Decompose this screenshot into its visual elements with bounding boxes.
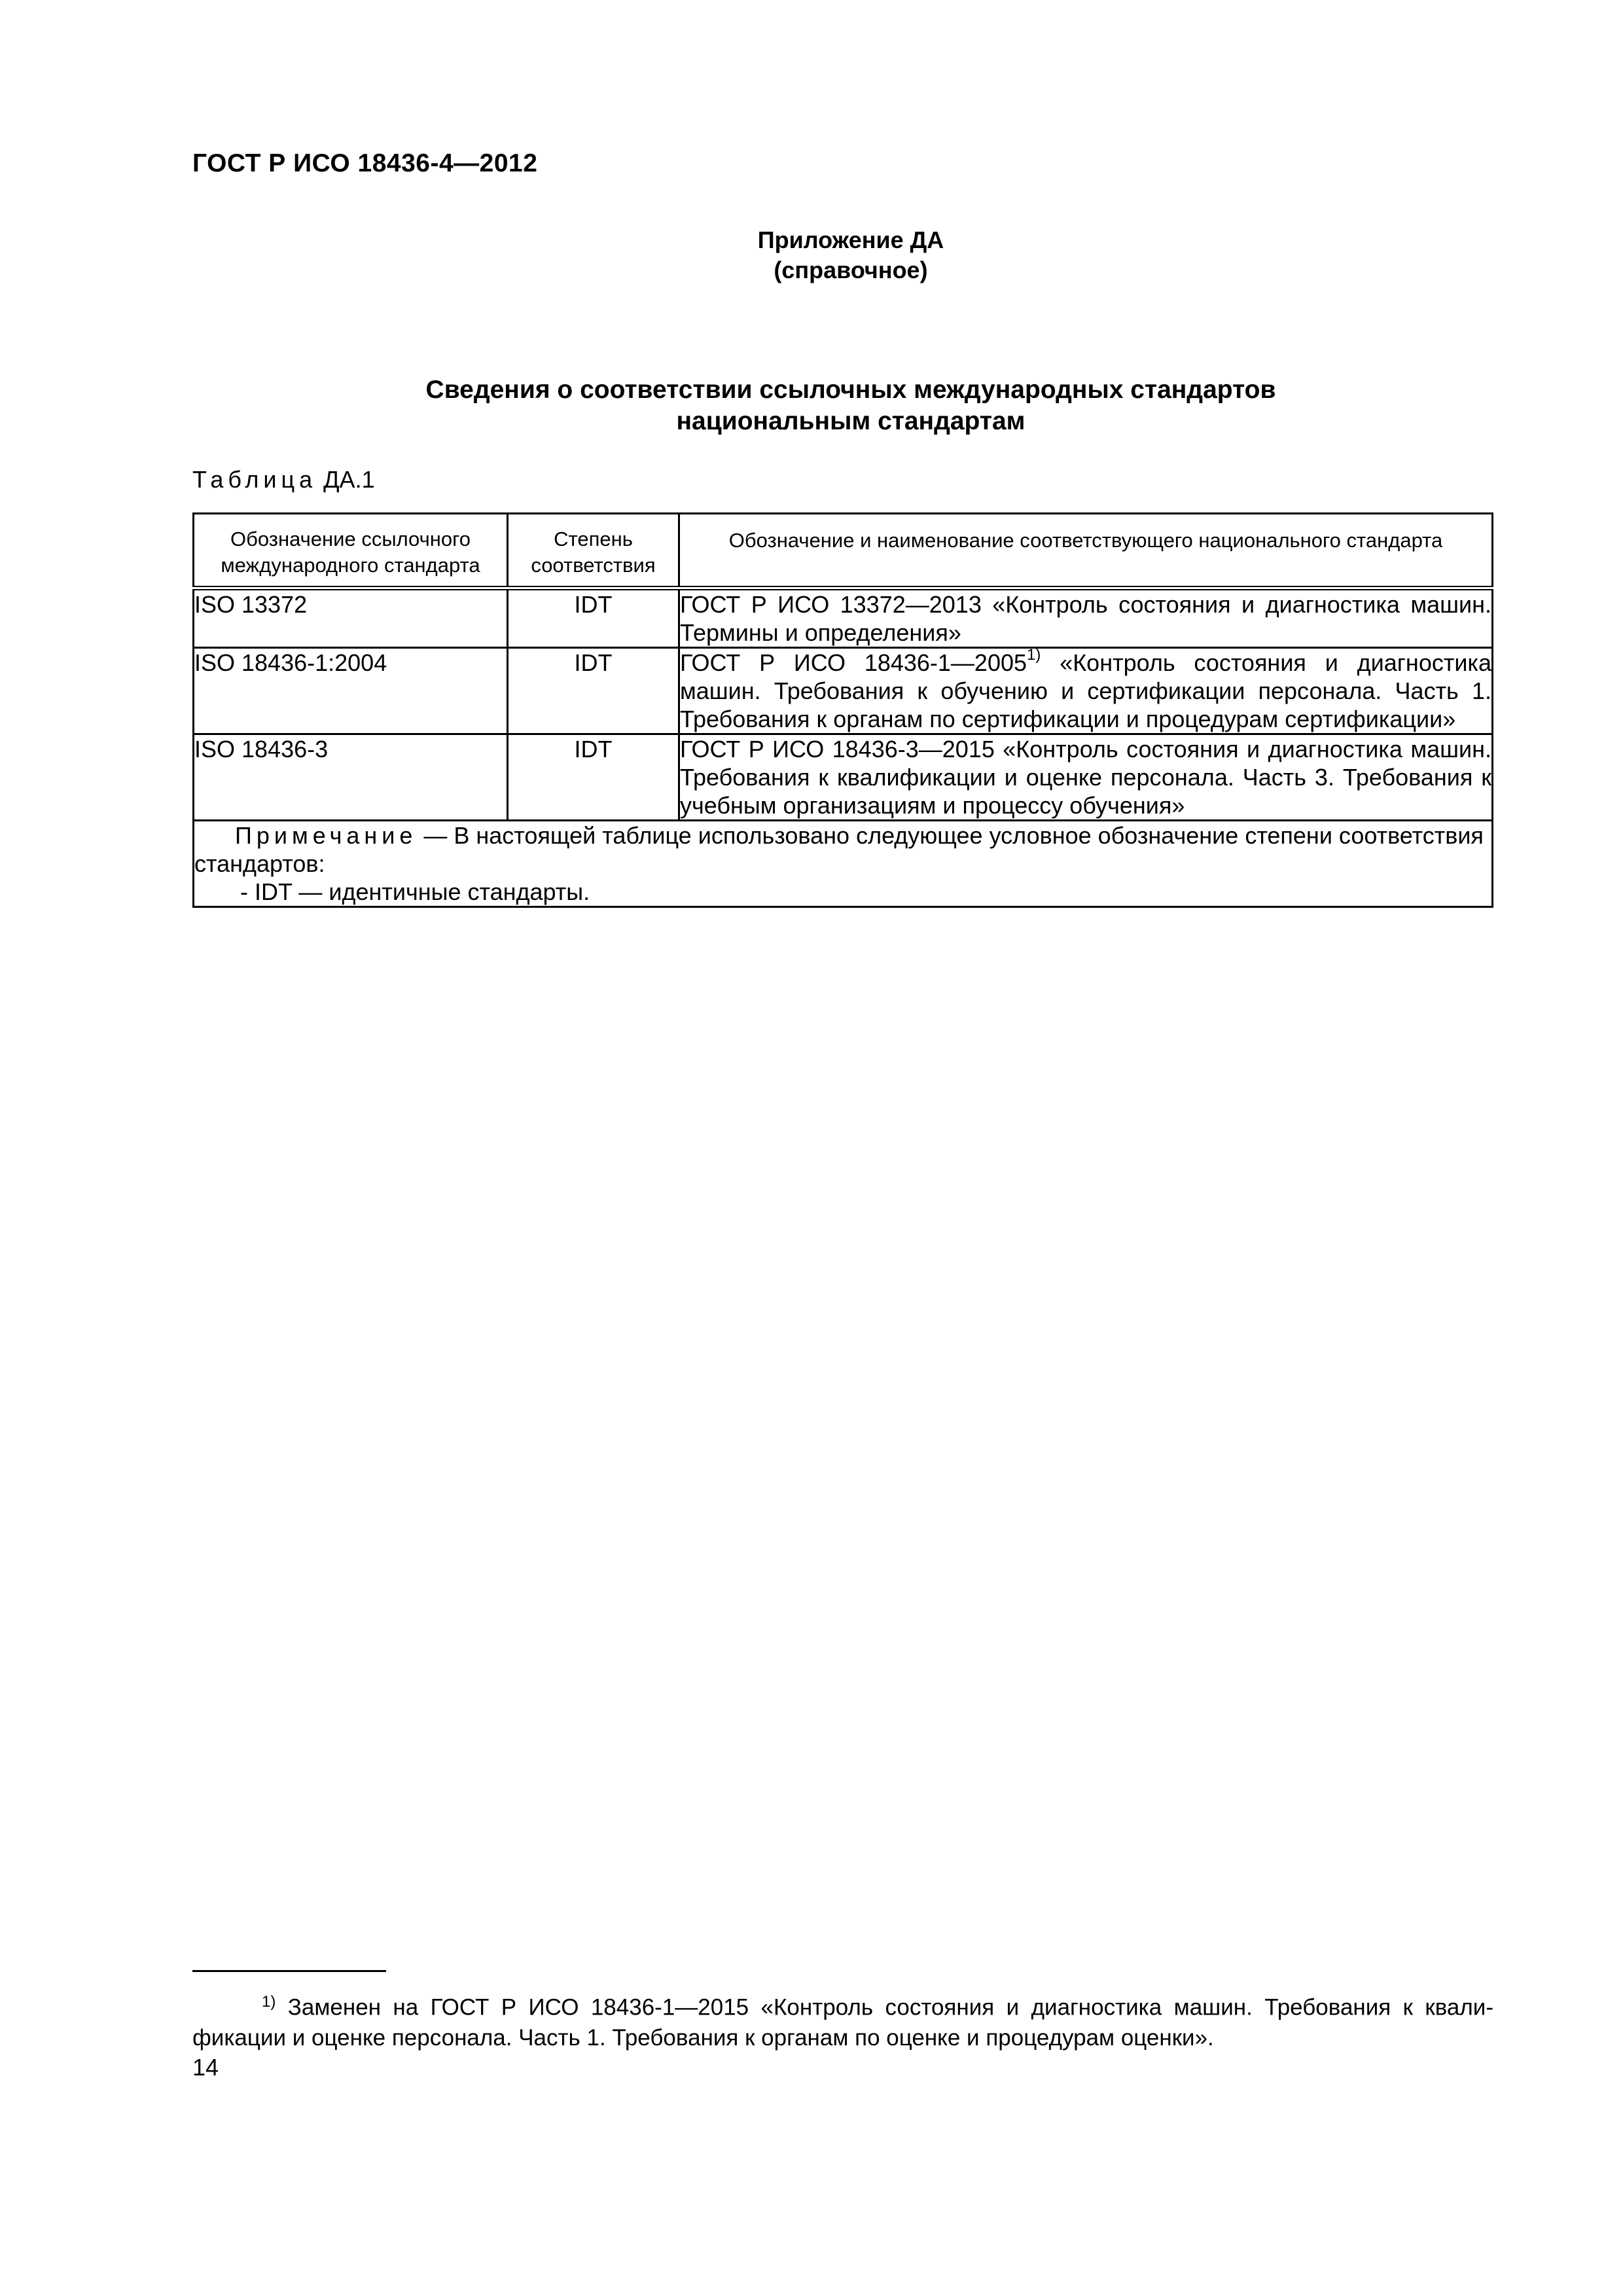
footnote-text: Заменен на ГОСТ Р ИСО 18436-1—2015 «Контроль состояния и диагностика машин. Требования к квалификации и оценке персонала. Часть 1. Требования к органам по оценке и процедурам оценки». [192,1994,1493,2051]
table-caption-label: Таблица [192,466,317,493]
heading-line-2: национальным стандартам [676,407,1026,435]
page-number: 14 [192,2054,219,2081]
footnote-mark: 1) [262,1993,276,2011]
national-standard-code: ГОСТ Р ИСО 18436-1—2005 [680,649,1027,676]
annex-title: Приложение ДА [757,226,944,253]
footnote-reference: 1) [1027,646,1041,664]
table-row [194,588,1493,648]
cell-degree: IDT [508,648,679,734]
cell-degree: IDT [508,734,679,821]
annex-heading [196,374,1505,437]
cell-national-standard: ГОСТ Р ИСО 18436-3—2015 «Контроль состояния и диагностика машин. Требования к квалификации и оценке персонала. Часть 3. Требования к учебным организациям и процессу обучения» [679,734,1493,821]
cell-degree: IDT [508,588,679,648]
cell-intl-standard: ISO 18436-1:2004 [194,648,508,734]
column-header-intl: Обозначение ссылочного международного стандарта [194,514,508,588]
heading-line-1: Сведения о соответствии ссылочных международных стандартов [425,376,1276,404]
national-standard-title: «Контроль состояния и диагностика машин. Требования к обучению и сертификации персонала. Часть 1. Требования к органам по сертификации и процедурам сертификации» [680,649,1491,732]
column-header-national: Обозначение и наименование соответствующего национального стандарта [679,514,1493,588]
footnote-indent [192,1995,262,2020]
table-caption [192,466,375,493]
note-list-item: - IDT — идентичные стандарты. [240,878,590,905]
document-code: ГОСТ Р ИСО 18436-4—2012 [192,149,538,177]
cell-intl-standard: ISO 18436-3 [194,734,508,821]
table-row [194,648,1493,734]
correspondence-table [192,512,1493,908]
note-label: Примечание [235,822,418,849]
footnote-separator [192,1970,386,1972]
table-row [194,734,1493,821]
annex-type: (справочное) [774,257,928,283]
cell-intl-standard: ISO 13372 [194,588,508,648]
annex-header [654,225,1047,285]
table-note [194,821,1493,907]
table-caption-number: ДА.1 [323,466,375,493]
note-text [194,821,1491,878]
table-header-row [194,514,1493,588]
table-note-row [194,821,1493,907]
footnote [192,1987,1493,2053]
note-body: — В настоящей таблице использовано следующее условное обозначение степени соответствия стандартов: [194,822,1484,877]
column-header-degree: Степень соответствия [508,514,679,588]
cell-national-standard [679,648,1493,734]
cell-national-standard: ГОСТ Р ИСО 13372—2013 «Контроль состояния и диагностика машин. Термины и определения» [679,588,1493,648]
